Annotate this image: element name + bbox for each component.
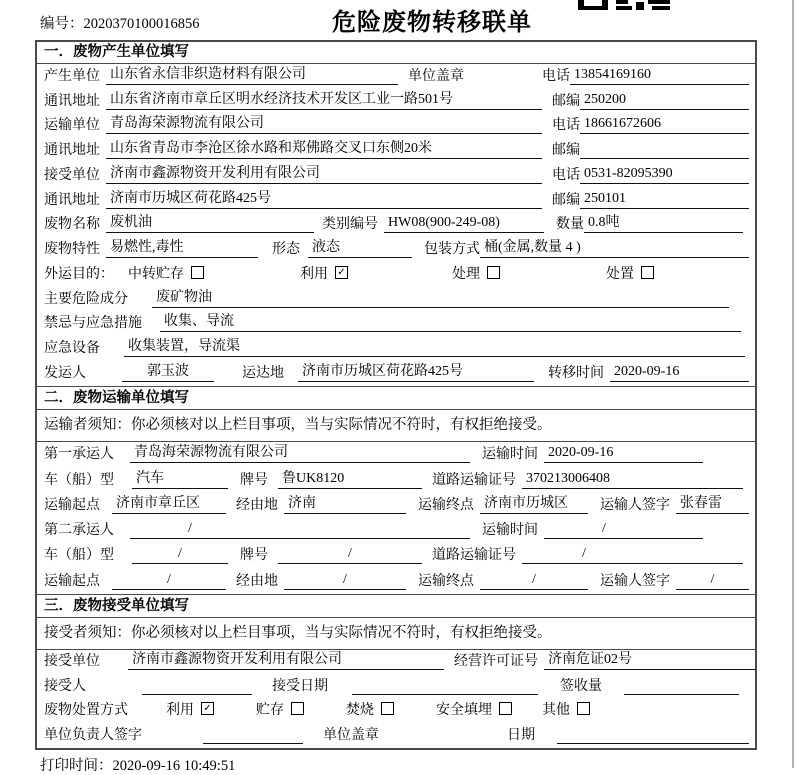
checkbox-unchecked-icon	[577, 702, 590, 715]
origin1-label: 运输起点	[44, 497, 100, 513]
plate2-label: 牌号	[240, 548, 268, 564]
disposal-option-incineration	[346, 699, 394, 719]
receiver-zip-value: 250101	[580, 191, 749, 209]
print-time-value: 2020-09-16 10:49:51	[112, 757, 236, 774]
emergency-equipment-label: 应急设备	[44, 341, 100, 357]
license-no-label: 经营许可证号	[454, 654, 538, 670]
waste-traits-row	[37, 237, 755, 262]
receive-date-label: 接受日期	[272, 678, 328, 694]
purpose-option-reuse	[300, 263, 348, 283]
producer-phone-value: 13854169160	[570, 67, 749, 85]
page-title: 危险废物转移联单	[332, 10, 532, 36]
producer-zip-label: 邮编	[552, 93, 580, 109]
main-hazard-row	[37, 287, 755, 312]
carrier2-label: 第二承运人	[44, 523, 114, 539]
transfer-purpose-label: 外运目的：	[44, 266, 114, 282]
emergency-equipment-row	[37, 336, 755, 361]
transport-date2-label: 运输时间	[482, 523, 538, 539]
receiver-phone-label: 电话	[552, 167, 580, 183]
waste-traits-value: 易燃性,毒性	[106, 236, 258, 258]
vehicle-type2-value: /	[132, 546, 228, 564]
disposal-incineration-label: 焚烧	[346, 702, 374, 718]
transporter-phone-value: 18661672606	[580, 116, 749, 134]
page-edge-divider	[792, 0, 794, 768]
transporter-address-value: 山东省青岛市李沧区徐水路和郑佛路交叉口东侧20米	[106, 137, 542, 159]
disposal-option-storage	[256, 699, 304, 719]
receive-unit-label: 接受单位	[44, 654, 100, 670]
transfer-date-label: 转移时间	[548, 365, 604, 381]
transfer-date-value: 2020-09-16	[610, 364, 749, 382]
transporter-unit-value: 青岛海荣源物流有限公司	[106, 112, 542, 134]
waste-name-label: 废物名称	[44, 217, 100, 233]
producer-address-row	[37, 89, 755, 114]
disposal-reuse-label: 利用	[166, 702, 194, 718]
transporter-sign1-value: 张春雷	[676, 492, 749, 514]
origin1-value: 济南市章丘区	[112, 492, 226, 514]
main-hazard-label: 主要危险成分	[44, 291, 128, 307]
emergency-measures-row	[37, 312, 755, 337]
sign-date-value	[557, 742, 749, 744]
vehicle-type1-value: 汽车	[132, 467, 228, 489]
carrier1-value: 青岛海荣源物流有限公司	[130, 441, 470, 463]
purpose-option-disposal	[606, 263, 654, 283]
transporter-address-label: 通讯地址	[44, 143, 100, 159]
quantity-value: 0.8吨	[584, 211, 743, 233]
road-permit1-value: 370213006408	[522, 471, 743, 489]
plate1-label: 牌号	[240, 472, 268, 488]
doc-number	[40, 12, 200, 33]
form-state-value: 液态	[308, 236, 412, 258]
via2-value: /	[284, 572, 406, 590]
qr-code-fragment-icon	[578, 0, 670, 10]
checkbox-unchecked-icon	[499, 702, 512, 715]
receiver-person-row	[37, 674, 755, 699]
consignor-value: 郭玉波	[122, 360, 214, 382]
transporter-zip-label: 邮编	[552, 143, 580, 159]
transporter-sign1-label: 运输人签字	[600, 497, 670, 513]
transporter-notice: 运输者须知：你必须核对以上栏目事项，当与实际情况不符时，有权拒绝接受。	[37, 410, 755, 442]
receiver-notice: 接受者须知：你必须核对以上栏目事项，当与实际情况不符时，有权拒绝接受。	[37, 618, 755, 650]
vehicle1-row	[37, 467, 755, 492]
road-permit1-label: 道路运输证号	[432, 472, 516, 488]
plate1-value: 鲁UK8120	[278, 467, 422, 489]
received-qty-value	[624, 693, 739, 695]
terminus2-value: /	[480, 572, 588, 590]
consignor-label: 发运人	[44, 365, 86, 381]
unit-seal-label: 单位盖章	[408, 68, 464, 84]
carrier1-row	[37, 442, 755, 467]
receiver-zip-label: 邮编	[552, 192, 580, 208]
checkbox-checked-icon: ✓	[201, 702, 214, 715]
route1-row	[37, 493, 755, 518]
transporter-sign2-label: 运输人签字	[600, 573, 670, 589]
emergency-measures-label: 禁忌与应急措施	[44, 316, 142, 332]
terminus1-value: 济南市历城区	[480, 492, 588, 514]
disposal-option-landfill	[436, 699, 512, 719]
document-header	[0, 0, 796, 40]
producer-address-label: 通讯地址	[44, 93, 100, 109]
disposal-storage-label: 贮存	[256, 702, 284, 718]
receive-unit-value: 济南市鑫源物资开发利用有限公司	[128, 648, 444, 670]
checkbox-unchecked-icon	[191, 266, 204, 279]
transfer-purpose-row	[37, 262, 755, 287]
quantity-label: 数量	[556, 217, 584, 233]
emergency-equipment-value: 收集装置，导流渠	[124, 335, 745, 357]
transporter-zip-value	[580, 157, 749, 159]
receiver-address-label: 通讯地址	[44, 192, 100, 208]
transport-date2-value: /	[544, 521, 703, 539]
print-time	[40, 754, 796, 775]
consignor-row	[37, 361, 755, 386]
transporter-address-row	[37, 138, 755, 163]
transporter-unit-row	[37, 114, 755, 139]
disposal-method-row	[37, 699, 755, 724]
disposal-landfill-label: 安全填埋	[436, 702, 492, 718]
transporter-phone-label: 电话	[552, 118, 580, 134]
sign-date-label: 日期	[507, 727, 535, 743]
disposal-other-label: 其他	[542, 702, 570, 718]
route2-row	[37, 568, 755, 593]
destination-label: 运达地	[242, 365, 284, 381]
checkbox-unchecked-icon	[487, 266, 500, 279]
terminus1-label: 运输终点	[418, 497, 474, 513]
receiver-seal-label: 单位盖章	[323, 727, 379, 743]
responsible-sign-row	[37, 723, 755, 748]
producer-unit-row	[37, 64, 755, 89]
packing-value: 桶(金属,数量 4 )	[480, 236, 749, 258]
purpose-option-treatment	[452, 263, 500, 283]
producer-unit-label: 产生单位	[44, 68, 100, 84]
transport-date1-label: 运输时间	[482, 447, 538, 463]
license-no-value: 济南危证02号	[544, 648, 756, 670]
emergency-measures-value: 收集、导流	[160, 310, 741, 332]
responsible-sign-value	[203, 742, 303, 744]
producer-zip-value: 250200	[580, 92, 749, 110]
manifest-form	[35, 40, 757, 750]
receiver-unit-label: 接受单位	[44, 167, 100, 183]
origin2-value: /	[112, 572, 226, 590]
receiver-address-row	[37, 188, 755, 213]
checkbox-unchecked-icon	[641, 266, 654, 279]
receiver-person-value	[142, 693, 252, 695]
disposal-method-label: 废物处置方式	[44, 702, 128, 718]
packing-label: 包装方式	[424, 242, 480, 258]
disposal-option-reuse	[166, 699, 214, 719]
waste-name-row	[37, 213, 755, 238]
doc-number-value: 2020370100016856	[83, 16, 200, 32]
section3-heading: 三．废物接受单位填写	[37, 594, 755, 618]
origin2-label: 运输起点	[44, 573, 100, 589]
road-permit2-label: 道路运输证号	[432, 548, 516, 564]
receive-date-value	[352, 693, 538, 695]
receiver-phone-value: 0531-82095390	[580, 166, 749, 184]
receiver-person-label: 接受人	[44, 678, 86, 694]
vehicle2-row	[37, 543, 755, 568]
carrier1-label: 第一承运人	[44, 447, 114, 463]
category-code-label: 类别编号	[322, 217, 378, 233]
carrier2-value: /	[130, 521, 470, 539]
via2-label: 经由地	[236, 573, 278, 589]
transporter-sign2-value: /	[676, 572, 749, 590]
plate2-value: /	[278, 546, 422, 564]
print-time-label: 打印时间：	[40, 757, 113, 774]
checkbox-unchecked-icon	[291, 702, 304, 715]
transport-date1-value: 2020-09-16	[544, 445, 703, 463]
waste-traits-label: 废物特性	[44, 242, 100, 258]
purpose-disposal-label: 处置	[606, 266, 634, 282]
waste-name-value: 废机油	[106, 211, 314, 233]
receiver-unit-row	[37, 163, 755, 188]
purpose-transit-storage-label: 中转贮存	[128, 266, 184, 282]
purpose-treatment-label: 处理	[452, 266, 480, 282]
receive-unit-row	[37, 650, 755, 675]
receiver-address-value: 济南市历城区荷花路425号	[106, 187, 542, 209]
producer-address-value: 山东省济南市章丘区明水经济技术开发区工业一路501号	[106, 88, 542, 110]
transporter-unit-label: 运输单位	[44, 118, 100, 134]
form-state-label: 形态	[272, 242, 300, 258]
via1-value: 济南	[284, 492, 406, 514]
doc-number-label: 编号：	[40, 16, 84, 32]
purpose-option-transit-storage	[128, 263, 204, 283]
carrier2-row	[37, 518, 755, 543]
destination-value: 济南市历城区荷花路425号	[298, 360, 534, 382]
producer-phone-label: 电话	[542, 68, 570, 84]
category-code-value: HW08(900-249-08)	[384, 215, 544, 233]
received-qty-label: 签收量	[560, 678, 602, 694]
receiver-unit-value: 济南市鑫源物资开发利用有限公司	[106, 162, 542, 184]
section1-heading: 一．废物产生单位填写	[37, 42, 755, 64]
disposal-option-other	[542, 699, 590, 719]
road-permit2-value: /	[522, 546, 743, 564]
terminus2-label: 运输终点	[418, 573, 474, 589]
responsible-sign-label: 单位负责人签字	[44, 727, 142, 743]
via1-label: 经由地	[236, 497, 278, 513]
vehicle-type1-label: 车（船）型	[44, 472, 114, 488]
purpose-reuse-label: 利用	[300, 266, 328, 282]
checkbox-checked-icon: ✓	[335, 266, 348, 279]
vehicle-type2-label: 车（船）型	[44, 548, 114, 564]
main-hazard-value: 废矿物油	[152, 286, 729, 308]
section2-heading: 二．废物运输单位填写	[37, 386, 755, 410]
producer-unit-value: 山东省永信非织造材料有限公司	[106, 63, 398, 85]
checkbox-unchecked-icon	[381, 702, 394, 715]
